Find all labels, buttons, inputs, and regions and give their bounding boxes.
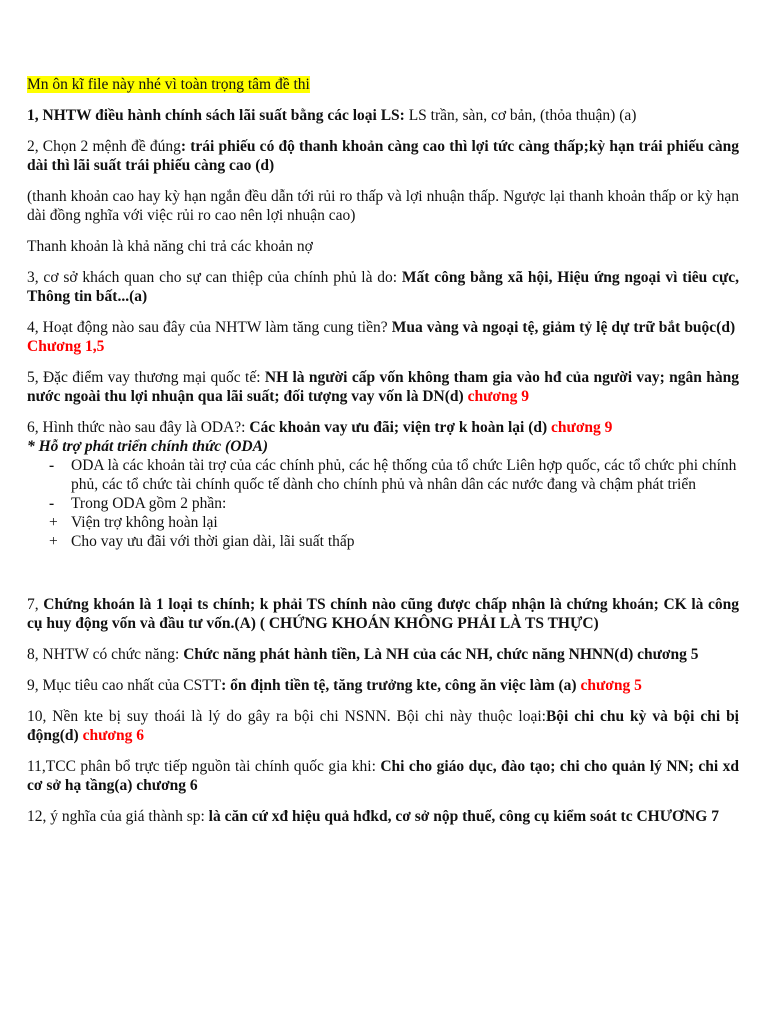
list-item-text: ODA là các khoản tài trợ của các chính phủ, các hệ thống của tổ chức Liên hợp quốc, các tổ chức phi chính phủ, các tổ chức tài chính quốc tế dành cho chính phủ và nhân dân các nước đang và chậm phát triển (71, 457, 737, 493)
list-item-text: Trong ODA gồm 2 phần: (71, 495, 227, 512)
bullet-marker: - (49, 495, 55, 512)
question-10 (27, 707, 739, 745)
question-text: 8, NHTW có chức năng: (27, 646, 184, 663)
answer-text: là căn cứ xđ hiệu quả hđkd, cơ sở nộp thuế, công cụ kiểm soát tc CHƯƠNG 7 (208, 808, 719, 825)
question-text: 10, Nền kte bị suy thoái là lý do gây ra bội chi NSNN. Bội chi này thuộc loại: (27, 708, 546, 725)
chapter-label: chương 9 (467, 388, 529, 405)
question-8 (27, 645, 739, 664)
question-text: 9, Mục tiêu cao nhất của CSTT (27, 677, 222, 694)
question-4 (27, 318, 739, 356)
question-2 (27, 137, 739, 175)
chapter-label: chương 5 (580, 677, 642, 694)
answer-text: NH là người cấp vốn không tham gia vào hđ của người vay; ngân hàng nước ngoài thu lợi nhuận qua lãi suất; đối tượng vay vốn là DN(d) (27, 369, 739, 405)
question-text: 7, (27, 596, 44, 613)
question-5 (27, 368, 739, 406)
answer-text: : trái phiếu có độ thanh khoản càng cao thì lợi tức càng thấp;kỳ hạn trái phiếu càng dài thì lãi suất trái phiếu càng cao (d) (27, 138, 739, 174)
liquidity-definition: Thanh khoản là khả năng chi trả các khoản nợ (27, 238, 313, 255)
question-text: 6, Hình thức nào sau đây là ODA?: (27, 419, 250, 436)
question-text: 11,TCC phân bổ trực tiếp nguồn tài chính quốc gia khi: (27, 758, 381, 775)
question-3 (27, 268, 739, 306)
answer-text: LS trần, sàn, cơ bản, (thỏa thuận) (a) (404, 107, 637, 124)
answer-text: Chi cho giáo dục, đào tạo; chi cho quản lý NN; chi xd cơ sở hạ tầng(a) chương 6 (27, 758, 739, 794)
answer-text: Chức năng phát hành tiền, Là NH của các NH, chức năng NHNN(d) chương 5 (183, 646, 699, 663)
question-12 (27, 807, 739, 826)
chapter-label: Chương 1,5 (27, 338, 105, 355)
question-text: 12, ý nghĩa của giá thành sp: (27, 808, 209, 825)
list-item (27, 456, 739, 494)
question-11 (27, 757, 739, 795)
question-1 (27, 106, 739, 125)
question-6 (27, 418, 739, 437)
liquidity-note: (thanh khoản cao hay kỳ hạn ngắn đều dẫn tới rủi ro thấp và lợi nhuận thấp. Ngược lại thanh khoản thấp or kỳ hạn dài đồng nghĩa với việc rủi ro cao nên lợi nhuận cao) (27, 188, 739, 224)
list-item (27, 494, 739, 513)
bullet-marker: + (49, 533, 58, 550)
header-note (27, 75, 739, 94)
document-page (27, 75, 739, 838)
question-text: 5, Đặc điểm vay thương mại quốc tế: (27, 369, 265, 386)
oda-list (27, 456, 739, 551)
answer-text: : ổn định tiền tệ, tăng trưởng kte, công ăn việc làm (a) (221, 677, 577, 694)
answer-text: Các khoản vay ưu đãi; viện trợ k hoàn lại (d) (249, 419, 548, 436)
list-item-text: Viện trợ không hoàn lại (71, 514, 218, 531)
question-text: 1, NHTW điều hành chính sách lãi suất bằng các loại LS: (27, 107, 405, 124)
question-text: 4, Hoạt động nào sau đây của NHTW làm tăng cung tiền? (27, 319, 392, 336)
list-item (27, 513, 739, 532)
bullet-marker: + (49, 514, 58, 531)
answer-text: Mất công bằng xã hội, Hiệu ứng ngoại vì tiêu cực, Thông tin bất...(a) (27, 269, 739, 305)
list-item-text: Cho vay ưu đãi với thời gian dài, lãi suất thấp (71, 533, 355, 550)
bullet-marker: - (49, 457, 55, 474)
chapter-label: chương 9 (551, 419, 613, 436)
answer-text: Mua vàng và ngoại tệ, giảm tỷ lệ dự trữ bắt buộc(d) (391, 319, 736, 336)
question-text: 3, cơ sở khách quan cho sự can thiệp của chính phủ là do: (27, 269, 402, 286)
answer-text: Chứng khoán là 1 loại ts chính; k phải TS chính nào cũng được chấp nhận là chứng khoán; CK là công cụ huy động vốn và đầu tư vốn.(A) ( CHỨNG KHOÁN KHÔNG PHẢI LÀ TS THỰC) (27, 596, 739, 632)
blank-space (27, 551, 739, 595)
answer-text: Bội chi chu kỳ và bội chi bị động(d) (27, 708, 739, 744)
question-text: 2, Chọn 2 mệnh đề đúng (27, 138, 181, 155)
question-9 (27, 676, 739, 695)
oda-heading: * Hỗ trợ phát triển chính thức (ODA) (27, 438, 269, 455)
chapter-label: chương 6 (82, 727, 144, 744)
question-7 (27, 595, 739, 633)
list-item (27, 532, 739, 551)
highlighted-header: Mn ôn kĩ file này nhé vì toàn trọng tâm đề thi (27, 76, 310, 93)
